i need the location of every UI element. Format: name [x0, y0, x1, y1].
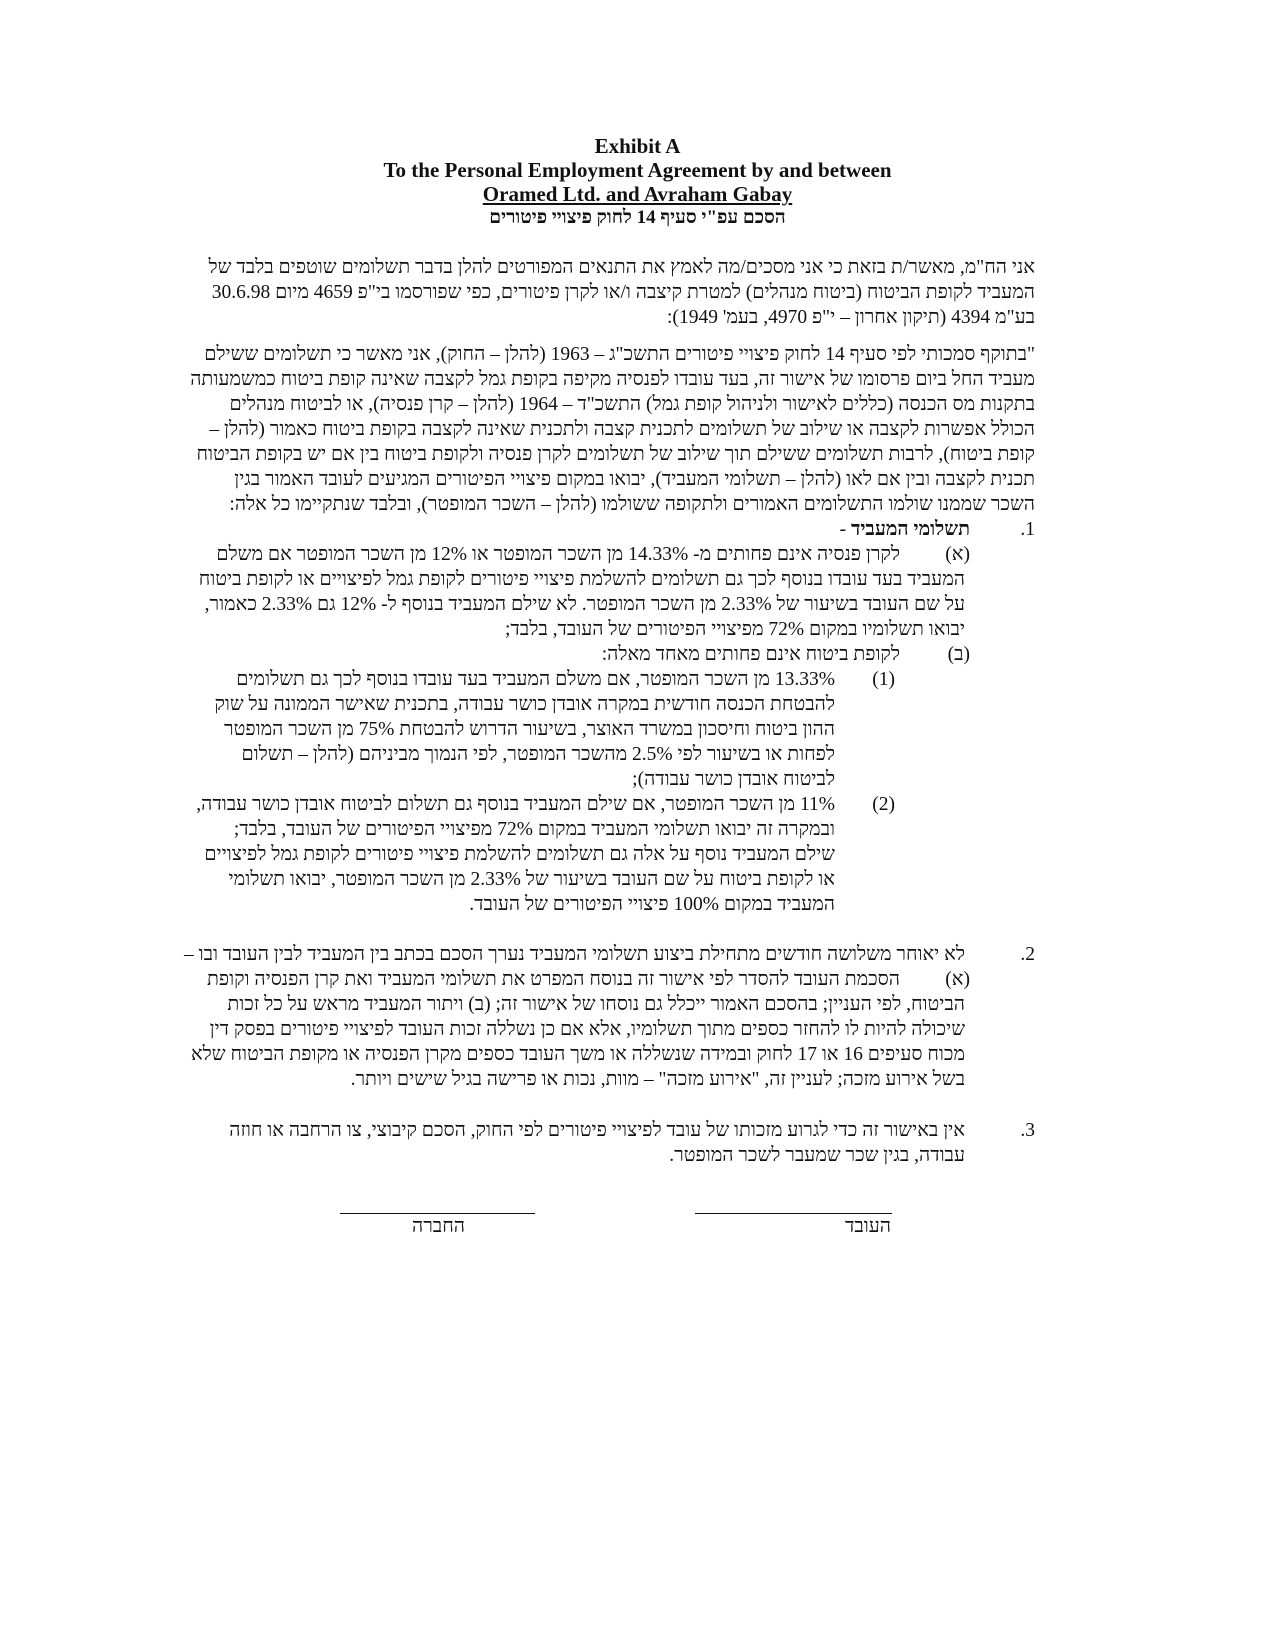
clause-a-text [180, 542, 965, 642]
intro-line: בע"מ 4394 (תיקון אחרון – י"פ 4970, בעמ' 1949): [667, 307, 1035, 328]
clause-b1-line: ההון ביטוח וחיסכון במשרד האוצר, בשיעור הדרוש להבטחת 75% מן השכר המופטר [224, 719, 835, 740]
clause-a-line: לקרן פנסיה אינם פחותים מ- 14.33% מן השכר המופטר או 12% מן השכר המופטר אם משלם [216, 544, 900, 565]
clause-b1-line: 13.33% מן השכר המופטר, אם משלם המעביד בעד עובדו בנוסף לכך גם תשלומים [236, 669, 835, 690]
section-1-title [840, 517, 970, 542]
section-3-text [205, 1118, 965, 1168]
exhibit-title: Exhibit A [594, 134, 681, 158]
clause-b1-text [200, 667, 835, 792]
document-header [0, 134, 1275, 230]
section-3-line: אין באישור זה כדי לגרוע מזכותו של עובד לפיצויי פיטורים לפי החוק, הסכם קיבוצי, צו הרחבה או חוזה [229, 1120, 965, 1141]
clause-b-text [180, 642, 900, 667]
clause-b2-line: או לקופת ביטוח על שם העובד בשיעור של 2.33% מן השכר המופטר, יבואו תשלומי [228, 869, 835, 890]
clause-a-label: (א) [945, 544, 970, 565]
clause-b2-text [175, 792, 835, 917]
section-2-number: 2. [1020, 944, 1035, 965]
clause-a-line: יבואו תשלומיו במקום 72% מפיצויי הפיטורים של העובד, בלבד; [505, 619, 965, 640]
company-signature-label: החברה [412, 1216, 465, 1237]
section-3-line: עבודה, בגין שכר שמעבר לשכר המופטר. [669, 1145, 965, 1166]
clause-b2-line: ובמקרה זה יבואו תשלומי המעביד במקום 72% מפיצויי הפיטורים של העובד, בלבד; [233, 819, 835, 840]
section-1-title-text: תשלומי המעביד [850, 519, 970, 540]
section-2-clause-a-label: (א) [945, 969, 970, 990]
section-3-number: 3. [1020, 1120, 1035, 1141]
quote-line: קופת ביטוח), לרבות תשלומים ששילם תוך שילוב של תשלומים לקרן פנסיה ולקופת ביטוח בין אם יש בקופת הביטוח [196, 444, 1035, 465]
clause-a-line: על שם העובד בשיעור של 2.33% מן השכר המופטר. לא שילם המעביד בנוסף ל- 12% גם 2.33% כאמור, [204, 594, 965, 615]
section-2-line: לא יאוחר משלושה חודשים מתחילת ביצוע תשלומי המעביד נערך הסכם בכתב בין המעביד לבין העובד ובו – [184, 944, 965, 965]
parties-line: Oramed Ltd. and Avraham Gabay [482, 182, 793, 206]
section-2-line: מכוח סעיפים 16 או 17 לחוק ובמידה שנשללה או משך העובד כספים מקרן הפנסיה או מקופת הביטוח שלא [190, 1044, 965, 1065]
section-2-line: הביטוח, לפי העניין; בהסכם האמור ייכלל גם נוסחו של אישור זה; (ב) ויתור המעביד מראש על כל זכות [227, 994, 965, 1015]
clause-b2-label: (2) [872, 794, 895, 815]
clause-b-line: לקופת ביטוח אינם פחותים מאחד מאלה: [601, 644, 900, 665]
intro-paragraph [190, 255, 1035, 330]
clause-b-label: (ב) [947, 644, 970, 665]
intro-line: המעביד לקופת הביטוח (ביטוח מנהלים) למטרת קיצבה ו/או לקרן פיטורים, כפי שפורסמו בי"פ 4659 מיום 30.6.98 [211, 282, 1035, 303]
section-2-line: בשל אירוע מזכה; לעניין זה, "אירוע מזכה" – מוות, נכות או פרישה בגיל שישים ויותר. [350, 1069, 965, 1090]
section-2-line: שיכולה להיות לו להחזר כספים מתוך תשלומיו, אלא אם כן נשללה זכות העובד לפיצויי פיטורים בפסק דין [209, 1019, 965, 1040]
clause-b2-line: המעביד במקום 100% פיצויי הפיטורים של העובד. [469, 894, 835, 915]
quote-line: "בתוקף סמכותי לפי סעיף 14 לחוק פיצויי פיטורים התשכ"ג – 1963 (להלן – החוק), אני מאשר כי תשלומים ששילם [204, 344, 1035, 365]
clause-b2-line: שילם המעביד נוסף על אלה גם תשלומים להשלמת פיצויי פיטורים לקופת גמל לפיצויים [204, 844, 835, 865]
clause-b1-line: להבטחת הכנסה חודשית במקרה אובדן כושר עבודה, בתכנית שאישר הממונה על שוק [214, 694, 835, 715]
hebrew-heading: הסכם עפ"י סעיף 14 לחוק פיצויי פיטורים [489, 207, 786, 228]
clause-b1-line: לפחות או בשיעור לפי 2.5% מהשכר המופטר, לפי הנמוך מביניהם (להלן – תשלום [241, 744, 835, 765]
quote-paragraph [180, 342, 1035, 517]
clause-b1-label: (1) [872, 669, 895, 690]
agreement-subtitle: To the Personal Employment Agreement by and between [383, 158, 892, 182]
employee-signature-line [695, 1213, 892, 1214]
quote-line: תכנית לקצבה ובין אם לאו (להלן – תשלומי המעביד), יבואו במקום פיצויי הפיטורים המגיעים לעובד האמור בגין [234, 469, 1035, 490]
company-signature-line [340, 1213, 535, 1214]
intro-line: אני הח"מ, מאשר/ת בזאת כי אני מסכים/מה לאמץ את התנאים המפורטים להלן בדבר תשלומים שוטפים בלבד של [208, 257, 1035, 278]
clause-b2-line: 11% מן השכר המופטר, אם שילם המעביד בנוסף גם תשלום לביטוח אובדן כושר עבודה, [196, 794, 835, 815]
section-1-title-dash: - [839, 519, 851, 540]
clause-b1-line: לביטוח אובדן כושר עבודה); [632, 769, 835, 790]
section-2-text [170, 942, 965, 1092]
quote-line: הכולל אפשרות לקצבה או שילוב של תשלומים לתכנית קצבה ולתכנית שאינה לקצבה בקופת ביטוח כאמור (להלן – [209, 419, 1035, 440]
employee-signature-label: העובד [845, 1216, 892, 1237]
quote-line: מעביד החל ביום פרסומו של אישור זה, בעד עובדו לפנסיה מקיפה בקופת גמל לקצבה שאינה קופת ביטוח כמשמעותה [190, 369, 1035, 390]
section-1-number: 1. [1020, 519, 1035, 540]
quote-line: השכר שממנו שולמו התשלומים האמורים ולתקופה ששולמו (להלן – השכר המופטר), ובלבד שנתקיימו כל אלה: [229, 494, 1035, 515]
quote-line: בתקנות מס הכנסה (כללים לאישור ולניהול קופת גמל) התשכ"ד – 1964 (להלן – קרן פנסיה), או לביטוח מנהלים [229, 394, 1035, 415]
section-2-line: הסכמת העובד להסדר לפי אישור זה בנוסח המפרט את תשלומי המעביד ואת קרן הפנסיה וקופת [206, 969, 900, 990]
clause-a-line: המעביד בעד עובדו בנוסף לכך גם תשלומים להשלמת פיצויי פיטורים לקופת גמל לפיצויים או לקופת ביטוח [198, 569, 965, 590]
